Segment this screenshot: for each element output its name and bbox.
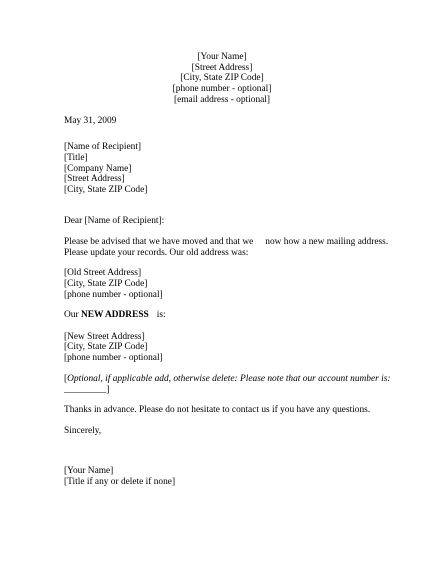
new-street: [New Street Address] (64, 332, 145, 342)
old-phone: [phone number - optional] (64, 290, 163, 300)
intro-line-1-b: now how a new mailing address. (265, 237, 389, 247)
new-address-prefix: Our (64, 310, 79, 320)
sender-street: [Street Address] (191, 63, 253, 73)
optional-note-line-2 (64, 385, 109, 396)
intro-line-2: Please update your records. Our old address was: (64, 248, 249, 258)
recipient-company: [Company Name] (64, 164, 132, 174)
letter-date: May 31, 2009 (64, 116, 117, 126)
thanks-line: Thanks in advance. Please do not hesitate to contact us if you have any questions. (64, 405, 371, 415)
closing: Sincerely, (64, 426, 102, 436)
recipient-city: [City, State ZIP Code] (64, 185, 148, 195)
sender-city: [City, State ZIP Code] (180, 73, 264, 83)
recipient-title: [Title] (64, 153, 88, 163)
optional-note-text: Optional, if applicable add, otherwise delete: Please note that our account number is: (67, 374, 391, 384)
salutation: Dear [Name of Recipient]: (64, 216, 165, 226)
optional-note-close-bracket: ] (106, 385, 110, 395)
recipient-street: [Street Address] (64, 174, 125, 184)
old-street: [Old Street Address] (64, 268, 142, 278)
optional-note-open-bracket: [ (64, 374, 68, 384)
new-address-intro (64, 310, 166, 321)
intro-line-1 (64, 237, 388, 248)
old-city: [City, State ZIP Code] (64, 279, 148, 289)
optional-note-line-1 (64, 374, 391, 385)
new-address-emphasis: NEW ADDRESS (80, 310, 149, 320)
signature-name: [Your Name] (64, 466, 114, 476)
intro-line-1-a: Please be advised that we have moved and that we (64, 237, 254, 247)
sender-phone: [phone number - optional] (172, 84, 272, 94)
new-city: [City, State ZIP Code] (64, 342, 148, 352)
new-address-suffix: is: (156, 310, 166, 320)
sender-email: [email address - optional] (173, 95, 271, 105)
optional-note-blank: _________ (64, 385, 107, 395)
sender-name: [Your Name] (197, 52, 247, 62)
signature-title: [Title if any or delete if none] (64, 477, 176, 487)
new-phone: [phone number - optional] (64, 353, 163, 363)
recipient-name: [Name of Recipient] (64, 142, 142, 152)
